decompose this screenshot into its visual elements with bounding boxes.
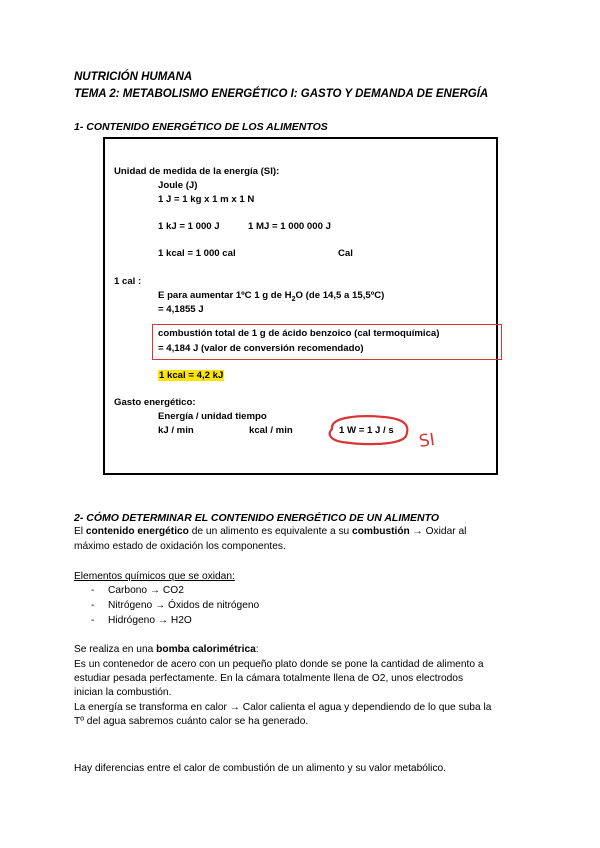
gasto-subtitle: Energía / unidad tiempo (158, 411, 267, 422)
cal-value: = 4,1855 J (158, 304, 204, 315)
cal-word: Cal (338, 248, 353, 259)
kj-equivalence: 1 kJ = 1 000 J (158, 221, 220, 232)
paragraph-1-line-1: El contenido energético de un alimento es equivalente a su combustión → Oxidar al (74, 526, 467, 537)
combustion-line-1: combustión total de 1 g de ácido benzoico (cal termoquímica) (158, 328, 440, 339)
gasto-title: Gasto energético: (114, 397, 196, 408)
elements-title: Elementos químicos que se oxidan: (74, 571, 235, 582)
section-1-title: 1- CONTENIDO ENERGÉTICO DE LOS ALIMENTOS (74, 121, 328, 133)
list-bullet: - (91, 615, 95, 626)
paragraph-3-line-5: Tº del agua sabremos cuánto calor se ha generado. (74, 716, 309, 727)
combustion-line-2: = 4,184 J (valor de conversión recomendado) (158, 343, 364, 354)
document-title: NUTRICIÓN HUMANA (74, 71, 193, 83)
list-item: Hidrógeno → H2O (108, 615, 192, 626)
list-bullet: - (91, 600, 95, 611)
watt-definition: 1 W = 1 J / s (339, 425, 394, 436)
joule-label: Joule (J) (158, 180, 198, 191)
paragraph-3-line-3: inician la combustión. (74, 687, 172, 698)
unit-title: Unidad de medida de la energía (SI): (114, 166, 280, 177)
paragraph-4: Hay diferencias entre el calor de combustión de un alimento y su valor metabólico. (74, 763, 447, 774)
kj-per-min: kJ / min (158, 425, 194, 436)
paragraph-2: Se realiza en una bomba calorimétrica: (74, 644, 259, 655)
paragraph-3-line-2: estudiar pesada perfectamente. En la cámara totalmente llena de O2, unos electrodos (74, 673, 464, 684)
paragraph-1-line-2: máximo estado de oxidación los componentes. (74, 541, 286, 552)
list-item: Carbono → CO2 (108, 585, 184, 596)
paragraph-3-line-1: Es un contenedor de acero con un pequeño plato donde se pone la cantidad de alimento a (74, 659, 484, 670)
one-cal-label: 1 cal : (114, 276, 142, 287)
list-bullet: - (91, 585, 95, 596)
si-handwritten-note: SI (417, 429, 437, 453)
section-2-title: 2- CÓMO DETERMINAR EL CONTENIDO ENERGÉTICO DE UN ALIMENTO (74, 512, 439, 524)
kcal-per-min: kcal / min (249, 425, 293, 436)
joule-definition: 1 J = 1 kg x 1 m x 1 N (158, 194, 255, 205)
mj-equivalence: 1 MJ = 1 000 000 J (248, 221, 331, 232)
kcal-kj-highlight: 1 kcal = 4,2 kJ (159, 370, 224, 381)
kcal-equivalence: 1 kcal = 1 000 cal (158, 248, 236, 259)
cal-definition: E para aumentar 1ºC 1 g de $H_2O$ (de 14,5 a 15,5ºC) (158, 290, 385, 303)
paragraph-3-line-4: La energía se transforma en calor → Calor calienta el agua y dependiendo de lo que suba la (74, 702, 492, 713)
list-item: Nitrógeno → Óxidos de nitrógeno (108, 600, 260, 611)
document-subtitle: TEMA 2: METABOLISMO ENERGÉTICO I: GASTO Y DEMANDA DE ENERGÍA (74, 88, 489, 100)
watt-circle-annotation (322, 410, 412, 448)
